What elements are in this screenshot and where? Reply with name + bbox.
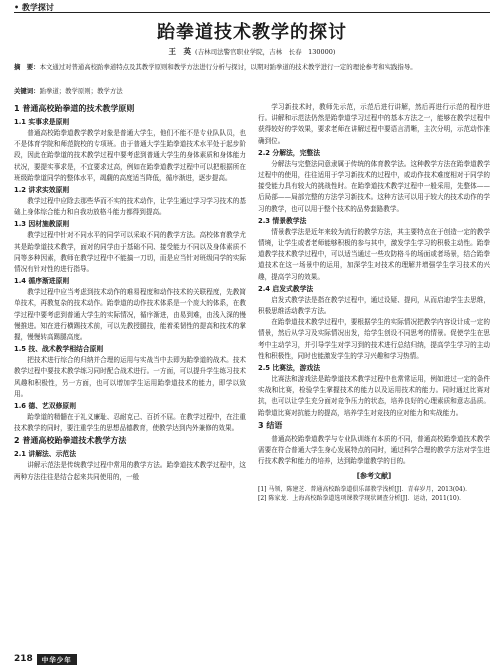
abstract-text: 本文通过对普通高校跆拳道特点及其教学原则和教学方法进行分析与探讨，以期对跆拳道的技术教学进行一定的理论参考和实践指导。 xyxy=(39,63,417,71)
subsection-heading: 1.3 因材施教原则 xyxy=(14,220,70,229)
subsection-heading: 2.2 分解法，完整法 xyxy=(258,148,320,157)
keywords-text: 跆拳道；教学原则；教学方法 xyxy=(39,87,123,95)
abstract-label: 摘 要： xyxy=(14,63,40,71)
paragraph: 在跆拳道技术教学过程中，要根据学生的实际情况把教学内容设计成一定的情景，然后从学习及实际情况出发，给学生创设不同思考的情景。促使学生在思考中主动学习，并引导学生对学习到的技术进行总结归纳，提高学生学习的主动性和积极性，同时也能激发学生的学习兴趣和学习热情。 xyxy=(258,318,490,360)
paragraph: 讲解示范法是传统教学过程中常用的教学方法。跆拳道技术教学过程中，这两种方法往往是结合起来共同使用的，一般 xyxy=(14,461,246,481)
reference-item: [2] 陈家龙．上海高校跆拳道选项课教学现状调查分析[J]．运动，2011(10)． xyxy=(258,494,466,502)
left-column xyxy=(14,102,246,652)
keywords-label: 关键词： xyxy=(14,87,40,95)
section-heading: 1 普通高校跆拳道的技术教学原则 xyxy=(14,104,135,113)
subsection-heading: 1.1 实事求是原则 xyxy=(14,118,70,126)
subsection-heading: 2.1 讲解法、示范法 xyxy=(14,450,76,459)
section-heading: 3 结语 xyxy=(258,420,283,430)
paragraph: 学习新技术时，教师先示范，示范后进行讲解，然后再进行示范的程序进行。讲解和示范法仍然是跆拳道学习过程中的基本方法之一，能够在教学过程中获得较好的学效果，要求老师在讲解过程中要语言清晰，主次分明，示范动作准确到位。 xyxy=(258,103,490,145)
paragraph: 启发式教学法是指在教学过程中，通过设疑、提问，从而启迪学生去思维，积极思维活动教学方法。 xyxy=(258,295,490,316)
article-title: 跆拳道技术教学的探讨 xyxy=(157,22,347,43)
paragraph: 把技术进行综合的归纳并合理的运用与实战当中去即为跆拳道的战术。技术教学过程中要技术教学练习同时配合战术进行。一方面，可以提升学生练习技术风趣和积极性，另一方面，也可以增加学生运用跆拳道技术的能力，即学以致用。 xyxy=(14,356,246,398)
subsection-heading: 2.4 启发式教学法 xyxy=(258,284,314,293)
keywords xyxy=(14,86,490,96)
subsection-heading: 1.2 讲求实效原则 xyxy=(14,186,70,195)
paragraph: 教学过程中应当考虑到技术动作的难易程度和动作技术的关联程度，先教简单技术，再教复杂的技术动作。跆拳道的动作技术体系是一个庞大的体系，在教学过程中要考虑到普通大学生的实际情况，循序渐进，由易到难，由浅入深的慢慢推进。知在进行横踢技术前，可以先教授腿技，能着柔韧性的提高和技术的掌握，慢慢转高踢腿高度。 xyxy=(14,288,246,342)
subsection-heading: 1.6 德、艺双修原则 xyxy=(14,402,76,411)
abstract xyxy=(14,62,490,72)
subsection-heading: 1.5 技、战术教学相结合原则 xyxy=(14,345,104,354)
subsection-heading: 2.3 情景教学法 xyxy=(258,216,307,225)
journal-name: 中华少年 xyxy=(37,654,77,665)
author-line xyxy=(0,46,504,57)
paragraph: 普通高校跆拳道教学教学对象是普通大学生，他们不能不是专业队队员，也不是体育学院和师范院校的专项班。由于普通大学生跆拳道技术水平处于起步阶段，因此在跆拳道的技术教学过程中要考虑到普通大学生的身体素质和身体能力状况，要提实事求是，不宜要求过高，例如在跆拳道教学过程中可以把根据所在班级跆拳道同学的整体水平，竭觑的高度适当降低，循序渐进，逐步提高。 xyxy=(14,129,246,182)
section-header: • 教学探讨 xyxy=(14,3,54,12)
paragraph: 跆拳道的精髓在于礼义廉耻、忍耐克己、百折不屈。在教学过程中，在注重技术教学的同时，要注重学生的思想品德教育，使教学达到内外兼修的效果。 xyxy=(14,413,246,433)
paragraph: 教学过程中应除去那些华而不实的技术动作，让学生通过学习学习技术的基础上身体综合能力和自我功放格斗能力都得到提高。 xyxy=(14,197,246,217)
author-name: 王 英 xyxy=(168,47,192,56)
author-affiliation: (吉林司法警官职业学院，吉林 长春 130000) xyxy=(195,48,336,56)
page-number: 218 xyxy=(14,654,33,664)
paragraph: 普通高校跆拳道教学与专业队训练有本质的不同，普通高校跆拳道技术教学需要在符合普通大学生身心发展特点的同时，通过科学合理的教学方法对学生进行技术教学和能力的培养，达到跆拳道教学的目的。 xyxy=(258,434,490,466)
top-rule xyxy=(14,12,490,13)
references-heading: [参考文献] xyxy=(356,472,392,481)
paragraph: 情景教学法是近年来较为流行的教学方法，其主要特点在于创造一定的教学情境，让学生或者老师能够积极的参与其中，激发学生学习的积极主动性。跆拳道教学技术教学过程中，可以适当通过一些攻防格斗的场面或者场景，结合跆拳道技术在这一场景中的运用，加深学生对技术的理解并增强学生学习技术的兴趣，提高学习的效果。 xyxy=(258,227,490,281)
section-heading: 2 普通高校跆拳道技术教学方法 xyxy=(14,436,127,446)
paragraph: 教学过程中针对不同水平的同学可以采取不同的教学方法。高校体育教学尤其是跆拳道技术教学，面对的同学由于基础不同、接受能力不同以及身体素质不同等多种因素，教师在教学过程中不能搞一刀切，而是应当针对班级同学的实际情况有针对性的进行指导。 xyxy=(14,231,246,274)
right-column xyxy=(258,102,490,662)
paragraph: 分解法与完整法同意隶属于传统的体育教学法。这种教学方法在跆拳道教学过程中的使用，往往适用于学习新技术的过程中，或动作技术难度相对于同学的接受能力具有较大的挑战性时。在跆拳道技术教学过程中一般采用，先整体——后局部——局部完整的方法学习新技术。这种方法可以用于较大的技术动作的学习的教学，也可以用于整个技术的品势套路教学。 xyxy=(258,159,490,213)
page-footer xyxy=(14,653,77,665)
paragraph: 比赛法和游戏法是跆拳道技术教学过程中也常常运用，例如进过一定的条件实战和比赛，检验学生掌握技术的能力以及运用技术的能力。同时通过比赛对抗，也可以让学生充分面对竞争压力的状态，培养良好的心理素质和意志品质。跆拳道比赛对抗能力的提高，培养学生对竞技的应对能力和实战能力。 xyxy=(258,375,490,417)
reference-item: [1] 马领，陈建芝．普通高校跆拳道俱乐部教学浅析[J]．青春岁月，2013(04)． xyxy=(258,485,472,493)
subsection-heading: 2.5 比赛法，游戏法 xyxy=(258,364,320,373)
subsection-heading: 1.4 循序渐进原则 xyxy=(14,277,70,286)
